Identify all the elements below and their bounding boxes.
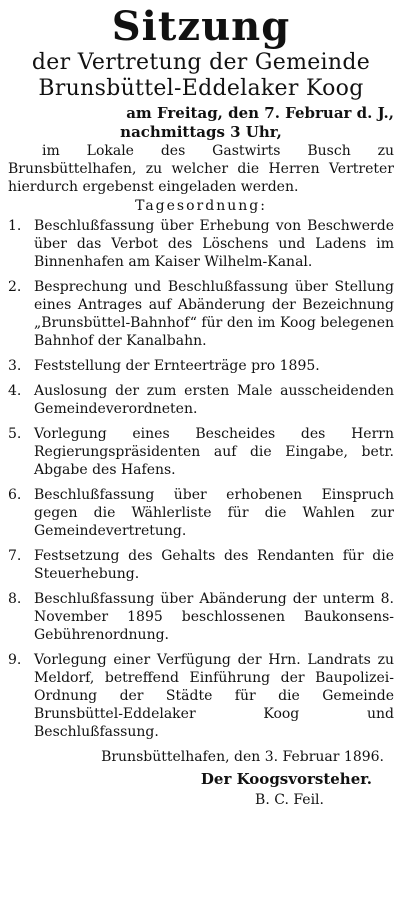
agenda-item-number: 8. [8,591,22,607]
agenda-item-text: Vorlegung eines Bescheides des Herrn Regierungspräsidenten auf die Eingabe, betr. Abgabe des Hafens. [34,426,394,478]
agenda-item [8,425,394,479]
agenda-item-text: Beschlußfassung über Erhebung von Beschwerde über das Verbot des Löschens und Ladens im Binnenhafen am Kaiser Wilhelm-Kanal. [34,218,394,270]
agenda-item [8,547,394,583]
agenda-item [8,382,394,418]
agenda-item [8,278,394,350]
agenda-list [8,217,394,741]
agenda-item [8,486,394,540]
agenda-item-number: 3. [8,358,22,374]
agenda-item-number: 1. [8,218,22,234]
signer-name: B. C. Feil. [255,792,324,808]
agenda-item-number: 4. [8,383,22,399]
agenda-item-number: 2. [8,279,22,295]
place-date-line: Brunsbüttelhafen, den 3. Februar 1896. [101,749,384,765]
notice-municipality: Brunsbüttel-Eddelaker Koog [38,76,364,101]
agenda-item-number: 6. [8,487,22,503]
agenda-item [8,590,394,644]
meeting-date: am Freitag, den 7. Februar d. J., [126,104,394,122]
agenda-item-text: Beschlußfassung über Abänderung der unterm 8. November 1895 beschlossenen Baukonsens-Gebührenordnung. [34,591,394,643]
meeting-intro: im Lokale des Gastwirts Busch zu Brunsbüttelhafen, zu welcher die Herren Vertreter hierdurch ergebenst eingeladen werden. [8,143,394,195]
agenda-item-text: Auslosung der zum ersten Male ausscheidenden Gemeindeverordneten. [34,383,394,417]
agenda-item-number: 9. [8,652,22,668]
agenda-item-number: 7. [8,548,22,564]
agenda-item-text: Feststellung der Ernteerträge pro 1895. [34,358,320,374]
agenda-item-number: 5. [8,426,22,442]
agenda-item [8,357,394,375]
agenda-heading: Tagesordnung: [135,198,267,214]
notice-subtitle: der Vertretung der Gemeinde [31,50,371,75]
notice-title: Sitzung [111,3,291,50]
agenda-item-text: Festsetzung des Gehalts des Rendanten für die Steuerhebung. [34,548,394,582]
agenda-item-text: Besprechung und Beschlußfassung über Stellung eines Antrages auf Abänderung der Bezeichnung „Brunsbüttel-Bahnhof“ für den im Koog belegenen Bahnhof der Kanalbahn. [34,279,394,349]
signer-title: Der Koogsvorsteher. [200,770,372,788]
meeting-time: nachmittags 3 Uhr, [120,123,282,141]
agenda-item-text: Vorlegung einer Verfügung der Hrn. Landrats zu Meldorf, betreffend Einführung der Baupolizei-Ordnung der Städte für die Gemeinde Brunsbüttel-Eddelaker Koog und Beschlußfassung. [34,652,394,740]
agenda-item [8,217,394,271]
agenda-item-text: Beschlußfassung über erhobenen Einspruch gegen die Wählerliste für die Wahlen zur Gemeindevertretung. [34,487,394,539]
agenda-item [8,651,394,741]
